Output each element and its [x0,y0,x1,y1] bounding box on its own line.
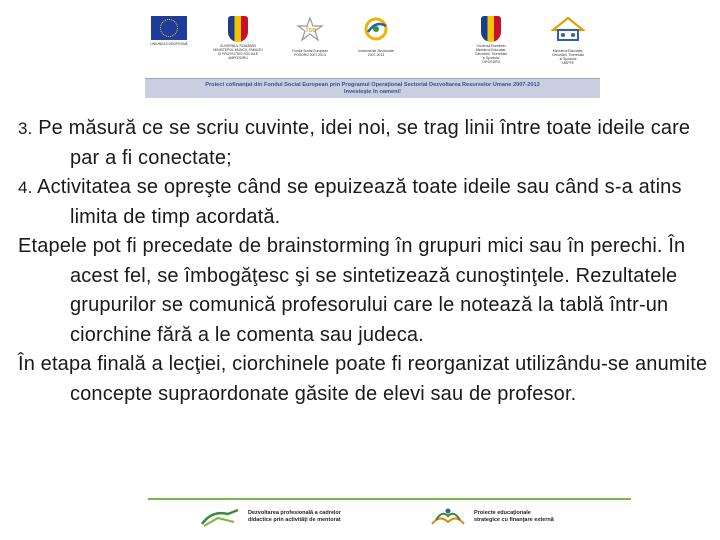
instrumente-structurale-icon [360,16,392,42]
logo-row [145,10,600,78]
paragraph-final-stage [18,350,708,409]
eu-flag-logo [147,16,191,46]
ministry-logo [209,16,267,60]
footer-proiecte [428,506,554,528]
oi-logo [465,16,517,64]
paragraph-text: Etapele pot fi precedate de brainstorming în grupuri mici sau în perechi. În acest fel, se îmbogăţesc şi se sintetizează cunoştinţele. Rezultatele grupurilor se comunică profesorului care le notează la tablă într-un ciorchine fără a le comenta sau judeca. [18,235,686,346]
oi-caption: Guvernul României Ministerul Educației, Cercetării, Tineretului și Sportului OIPOSDRU [474,44,508,64]
fse-logo [285,16,335,57]
ministry-crest-icon [228,16,248,42]
footer-left-text: Dezvoltarea profesională a cadrelor didactice prin activităţi de mentorat [248,510,341,523]
numbered-item-3 [18,114,708,173]
fse-caption: Fondul Social European POSDRU 2007-2013 [291,49,329,57]
mentorat-logo-icon [198,506,242,528]
banner-line-1: Proiect cofinanţat din Fondul Social European prin Programul Operaţional Sectorial Dezvoltarea Resurselor Umane 2007-2013 [205,81,540,88]
school-caption: Ministerul Educației, Cercetării, Tineretului și Sportului UMPFE [551,49,585,65]
banner-line-2: Investeşte în oameni! [344,88,401,95]
open-book-icon [428,506,468,528]
paragraph-brainstorming [18,232,708,350]
fse-logo-icon [295,16,325,42]
sponsor-header [145,10,600,95]
item-number: 4. [18,178,33,197]
item-text: Pe măsură ce se scriu cuvinte, idei noi, se trag linii între toate ideile care par a fi conectate; [32,117,691,169]
paragraph-text: În etapa finală a lecţiei, ciorchinele poate fi reorganizat utilizându-se anumite concepte supraordonate găsite de elevi sau de profesor. [18,353,708,405]
item-number: 3. [18,119,33,138]
instrumente-caption: Instrumente Structurale 2007-2013 [358,49,394,57]
project-banner [145,78,600,98]
numbered-item-4 [18,173,708,232]
school-house-icon [551,16,585,42]
school-logo [540,16,596,65]
slide-body [18,114,708,409]
footer-mentorat [198,506,341,528]
eu-flag-icon [151,16,187,40]
instrumente-logo [350,16,402,57]
item-text: Activitatea se opreşte când se epuizează toate ideile sau când s-a atins limita de timp acordată. [32,176,682,228]
ministry-caption: GUVERNUL ROMÂNIEI MINISTERUL MUNCII, FAMILIEI ȘI PROTECȚIEI SOCIALE AMPOSDRU [213,44,263,60]
svg-text:fse: fse [306,26,317,34]
footer-right-text: Proiecte educaţionale strategice cu finanţare externă [474,510,554,523]
footer-divider [148,498,631,500]
oi-crest-icon [481,16,501,42]
eu-caption: UNIUNEA EUROPEANĂ [150,42,188,46]
